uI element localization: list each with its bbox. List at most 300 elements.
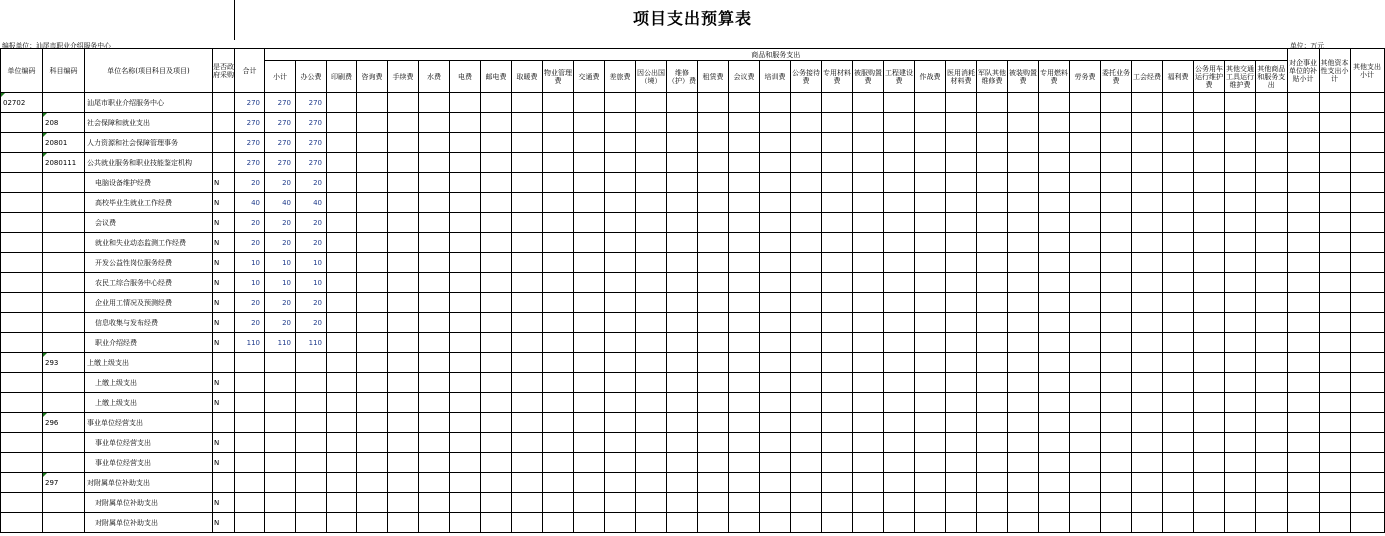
cell-name: 会议费 <box>85 213 213 233</box>
cell-empty <box>1287 213 1319 233</box>
cell-empty <box>1008 313 1039 333</box>
cell-empty <box>388 413 419 433</box>
cell-total <box>235 493 265 513</box>
cell-subject-code <box>43 433 85 453</box>
cell-empty <box>760 193 791 213</box>
cell-empty <box>1350 93 1384 113</box>
cell-subtotal: 270 <box>265 153 296 173</box>
cell-empty <box>915 493 946 513</box>
cell-empty <box>946 93 977 113</box>
cell-empty <box>884 273 915 293</box>
cell-empty <box>1163 253 1194 273</box>
cell-empty <box>667 113 698 133</box>
cell-office <box>296 353 327 373</box>
cell-empty <box>1350 353 1384 373</box>
header-goods-col: 被服购置费 <box>853 61 884 93</box>
cell-empty <box>419 173 450 193</box>
cell-unit-code <box>1 233 43 253</box>
cell-unit-code <box>1 153 43 173</box>
cell-empty <box>388 213 419 233</box>
cell-empty <box>543 433 574 453</box>
cell-empty <box>327 393 357 413</box>
cell-empty <box>729 173 760 193</box>
cell-empty <box>1319 373 1350 393</box>
cell-empty <box>605 213 636 233</box>
cell-empty <box>884 473 915 493</box>
cell-empty <box>636 413 667 433</box>
table-row <box>1 393 1385 413</box>
cell-empty <box>946 253 977 273</box>
cell-empty <box>884 113 915 133</box>
cell-unit-code <box>1 293 43 313</box>
cell-empty <box>1101 373 1132 393</box>
cell-empty <box>791 333 822 353</box>
cell-subject-code <box>43 373 85 393</box>
cell-empty <box>1070 133 1101 153</box>
cell-empty <box>977 193 1008 213</box>
cell-empty <box>1101 333 1132 353</box>
table-row <box>1 433 1385 453</box>
cell-total: 270 <box>235 93 265 113</box>
cell-empty <box>1194 233 1225 253</box>
table-row <box>1 253 1385 273</box>
cell-empty <box>1350 313 1384 333</box>
header-goods-col: 租赁费 <box>698 61 729 93</box>
cell-empty <box>915 213 946 233</box>
cell-empty <box>1287 473 1319 493</box>
cell-empty <box>1008 173 1039 193</box>
cell-empty <box>543 253 574 273</box>
cell-unit-code <box>1 393 43 413</box>
cell-empty <box>977 473 1008 493</box>
cell-subtotal <box>265 393 296 413</box>
cell-empty <box>636 93 667 113</box>
cell-empty <box>605 313 636 333</box>
cell-empty <box>1070 393 1101 413</box>
cell-empty <box>1070 373 1101 393</box>
cell-name: 上缴上级支出 <box>85 373 213 393</box>
cell-empty <box>481 453 512 473</box>
cell-empty <box>729 213 760 233</box>
cell-empty <box>1039 273 1070 293</box>
cell-empty <box>946 393 977 413</box>
cell-empty <box>388 173 419 193</box>
cell-empty <box>1070 413 1101 433</box>
table-row <box>1 133 1385 153</box>
cell-empty <box>636 513 667 533</box>
cell-empty <box>543 293 574 313</box>
cell-empty <box>1039 373 1070 393</box>
cell-empty <box>388 453 419 473</box>
header-goods-col: 交通费 <box>574 61 605 93</box>
cell-empty <box>1101 193 1132 213</box>
cell-empty <box>605 373 636 393</box>
cell-empty <box>1350 233 1384 253</box>
cell-empty <box>946 193 977 213</box>
cell-empty <box>853 353 884 373</box>
cell-empty <box>605 333 636 353</box>
cell-subject-code <box>43 213 85 233</box>
cell-office <box>296 513 327 533</box>
cell-empty <box>357 93 388 113</box>
cell-subtotal <box>265 453 296 473</box>
cell-empty <box>450 373 481 393</box>
cell-empty <box>1101 253 1132 273</box>
cell-empty <box>853 193 884 213</box>
cell-empty <box>667 233 698 253</box>
cell-empty <box>667 173 698 193</box>
cell-empty <box>822 133 853 153</box>
header-goods-col: 印刷费 <box>327 61 357 93</box>
cell-empty <box>1225 133 1256 153</box>
cell-empty <box>1008 93 1039 113</box>
cell-empty <box>419 313 450 333</box>
cell-empty <box>729 153 760 173</box>
cell-total: 110 <box>235 333 265 353</box>
cell-empty <box>636 233 667 253</box>
cell-empty <box>357 253 388 273</box>
cell-office: 270 <box>296 133 327 153</box>
cell-empty <box>698 473 729 493</box>
cell-empty <box>729 313 760 333</box>
cell-empty <box>977 433 1008 453</box>
cell-name: 事业单位经营支出 <box>85 433 213 453</box>
cell-empty <box>605 153 636 173</box>
table-row <box>1 513 1385 533</box>
cell-empty <box>512 93 543 113</box>
cell-empty <box>760 493 791 513</box>
cell-empty <box>605 293 636 313</box>
cell-empty <box>1070 513 1101 533</box>
cell-empty <box>1163 213 1194 233</box>
cell-empty <box>327 233 357 253</box>
cell-empty <box>1132 333 1163 353</box>
cell-empty <box>729 333 760 353</box>
cell-subtotal: 270 <box>265 93 296 113</box>
cell-empty <box>1163 493 1194 513</box>
cell-empty <box>1101 493 1132 513</box>
cell-empty <box>481 473 512 493</box>
cell-empty <box>636 393 667 413</box>
cell-empty <box>1287 493 1319 513</box>
cell-empty <box>667 273 698 293</box>
cell-subject-code <box>43 393 85 413</box>
cell-empty <box>605 273 636 293</box>
cell-empty <box>388 93 419 113</box>
cell-empty <box>1287 373 1319 393</box>
cell-subject-code <box>43 253 85 273</box>
cell-empty <box>729 513 760 533</box>
cell-empty <box>1287 413 1319 433</box>
cell-empty <box>1163 393 1194 413</box>
cell-empty <box>791 293 822 313</box>
header-goods-col: 手续费 <box>388 61 419 93</box>
cell-empty <box>481 413 512 433</box>
cell-empty <box>791 493 822 513</box>
cell-empty <box>327 153 357 173</box>
cell-empty <box>1319 493 1350 513</box>
cell-empty <box>977 273 1008 293</box>
header-total: 合计 <box>235 49 265 93</box>
cell-empty <box>822 233 853 253</box>
header-goods-col: 物业管理费 <box>543 61 574 93</box>
cell-name: 公共就业服务和职业技能鉴定机构 <box>85 153 213 173</box>
cell-empty <box>1256 273 1288 293</box>
cell-empty <box>357 373 388 393</box>
cell-name: 上缴上级支出 <box>85 393 213 413</box>
cell-empty <box>853 393 884 413</box>
cell-subject-code <box>43 93 85 113</box>
cell-empty <box>574 253 605 273</box>
cell-gov-purchase: N <box>213 293 235 313</box>
header-goods-col: 咨询费 <box>357 61 388 93</box>
cell-empty <box>946 473 977 493</box>
cell-empty <box>327 493 357 513</box>
cell-empty <box>1039 513 1070 533</box>
cell-empty <box>1350 113 1384 133</box>
cell-empty <box>667 373 698 393</box>
cell-empty <box>822 453 853 473</box>
cell-empty <box>1008 133 1039 153</box>
cell-empty <box>822 513 853 533</box>
cell-empty <box>636 273 667 293</box>
cell-empty <box>667 473 698 493</box>
cell-empty <box>636 473 667 493</box>
cell-empty <box>667 93 698 113</box>
cell-unit-code <box>1 433 43 453</box>
cell-empty <box>481 513 512 533</box>
header-unit-code: 单位编码 <box>1 49 43 93</box>
cell-empty <box>884 433 915 453</box>
cell-office: 20 <box>296 213 327 233</box>
cell-empty <box>543 93 574 113</box>
cell-empty <box>791 233 822 253</box>
cell-empty <box>388 513 419 533</box>
header-extra-2: 其他支出小计 <box>1350 49 1384 93</box>
cell-gov-purchase <box>213 353 235 373</box>
cell-empty <box>1132 233 1163 253</box>
cell-empty <box>1350 393 1384 413</box>
cell-empty <box>915 293 946 313</box>
cell-empty <box>1350 453 1384 473</box>
cell-empty <box>853 293 884 313</box>
cell-office: 20 <box>296 293 327 313</box>
cell-subject-code: 293 <box>43 353 85 373</box>
cell-empty <box>543 193 574 213</box>
cell-empty <box>791 253 822 273</box>
cell-empty <box>698 353 729 373</box>
cell-empty <box>1194 373 1225 393</box>
cell-empty <box>853 133 884 153</box>
cell-empty <box>915 513 946 533</box>
cell-empty <box>512 253 543 273</box>
cell-empty <box>884 453 915 473</box>
cell-gov-purchase <box>213 413 235 433</box>
cell-empty <box>636 173 667 193</box>
cell-empty <box>481 113 512 133</box>
cell-empty <box>977 233 1008 253</box>
cell-empty <box>1225 393 1256 413</box>
cell-empty <box>1319 173 1350 193</box>
header-goods-col: 因公出国（境） <box>636 61 667 93</box>
cell-empty <box>1319 233 1350 253</box>
cell-empty <box>388 353 419 373</box>
table-row <box>1 413 1385 433</box>
cell-empty <box>543 453 574 473</box>
cell-unit-code <box>1 333 43 353</box>
cell-subtotal: 270 <box>265 113 296 133</box>
cell-empty <box>1070 153 1101 173</box>
cell-empty <box>636 313 667 333</box>
cell-subtotal: 110 <box>265 333 296 353</box>
cell-empty <box>1132 373 1163 393</box>
cell-empty <box>1163 173 1194 193</box>
cell-empty <box>1256 513 1288 533</box>
cell-empty <box>481 493 512 513</box>
cell-empty <box>946 433 977 453</box>
cell-empty <box>388 253 419 273</box>
cell-empty <box>357 233 388 253</box>
cell-empty <box>915 473 946 493</box>
cell-empty <box>450 353 481 373</box>
cell-empty <box>853 93 884 113</box>
cell-empty <box>1070 233 1101 253</box>
cell-unit-code: 02702 <box>1 93 43 113</box>
cell-empty <box>1039 293 1070 313</box>
cell-name: 信息收集与发布经费 <box>85 313 213 333</box>
cell-empty <box>481 433 512 453</box>
header-goods-col: 取暖费 <box>512 61 543 93</box>
cell-empty <box>419 373 450 393</box>
cell-empty <box>636 293 667 313</box>
cell-office <box>296 473 327 493</box>
cell-empty <box>357 413 388 433</box>
cell-empty <box>1194 473 1225 493</box>
cell-empty <box>1039 133 1070 153</box>
cell-empty <box>884 393 915 413</box>
cell-empty <box>574 373 605 393</box>
cell-empty <box>1039 173 1070 193</box>
cell-total: 270 <box>235 153 265 173</box>
cell-empty <box>977 93 1008 113</box>
cell-empty <box>1256 313 1288 333</box>
cell-empty <box>884 373 915 393</box>
cell-empty <box>822 413 853 433</box>
cell-empty <box>1101 153 1132 173</box>
cell-empty <box>791 373 822 393</box>
cell-gov-purchase: N <box>213 513 235 533</box>
cell-empty <box>946 213 977 233</box>
cell-empty <box>1163 433 1194 453</box>
cell-empty <box>327 93 357 113</box>
cell-empty <box>760 93 791 113</box>
table-row <box>1 173 1385 193</box>
cell-empty <box>1101 473 1132 493</box>
cell-empty <box>791 193 822 213</box>
cell-empty <box>327 473 357 493</box>
cell-empty <box>1163 93 1194 113</box>
cell-empty <box>853 493 884 513</box>
cell-empty <box>1070 493 1101 513</box>
cell-empty <box>667 513 698 533</box>
cell-empty <box>419 513 450 533</box>
cell-empty <box>915 173 946 193</box>
cell-empty <box>388 153 419 173</box>
cell-empty <box>357 113 388 133</box>
cell-gov-purchase: N <box>213 333 235 353</box>
cell-empty <box>1350 153 1384 173</box>
cell-subtotal <box>265 513 296 533</box>
cell-empty <box>636 433 667 453</box>
cell-empty <box>1225 413 1256 433</box>
cell-empty <box>543 213 574 233</box>
cell-empty <box>853 113 884 133</box>
cell-empty <box>1256 193 1288 213</box>
cell-empty <box>605 193 636 213</box>
cell-empty <box>512 113 543 133</box>
cell-empty <box>1039 473 1070 493</box>
cell-empty <box>512 293 543 313</box>
cell-empty <box>636 253 667 273</box>
cell-empty <box>636 353 667 373</box>
cell-empty <box>946 233 977 253</box>
cell-empty <box>1070 293 1101 313</box>
cell-gov-purchase: N <box>213 313 235 333</box>
cell-gov-purchase: N <box>213 373 235 393</box>
cell-empty <box>760 173 791 193</box>
cell-empty <box>698 233 729 253</box>
cell-empty <box>1256 113 1288 133</box>
cell-empty <box>481 213 512 233</box>
cell-empty <box>1008 293 1039 313</box>
cell-empty <box>946 133 977 153</box>
cell-empty <box>1319 193 1350 213</box>
cell-empty <box>977 373 1008 393</box>
cell-empty <box>481 393 512 413</box>
cell-office: 270 <box>296 93 327 113</box>
cell-empty <box>1194 113 1225 133</box>
cell-unit-code <box>1 373 43 393</box>
cell-empty <box>1225 473 1256 493</box>
header-goods-col: 公务接待费 <box>791 61 822 93</box>
cell-empty <box>698 493 729 513</box>
cell-empty <box>419 193 450 213</box>
cell-empty <box>1319 213 1350 233</box>
cell-empty <box>357 133 388 153</box>
cell-empty <box>946 113 977 133</box>
unit-label: 单位：万元 <box>1290 41 1324 50</box>
cell-empty <box>853 313 884 333</box>
header-gov-purchase: 是否政府采购 <box>213 49 235 93</box>
cell-empty <box>1039 153 1070 173</box>
cell-empty <box>884 173 915 193</box>
cell-empty <box>698 433 729 453</box>
cell-empty <box>1039 413 1070 433</box>
cell-office <box>296 433 327 453</box>
cell-gov-purchase <box>213 133 235 153</box>
cell-empty <box>760 513 791 533</box>
cell-empty <box>450 233 481 253</box>
cell-empty <box>1319 293 1350 313</box>
cell-empty <box>543 353 574 373</box>
cell-empty <box>512 213 543 233</box>
cell-empty <box>574 233 605 253</box>
cell-empty <box>1039 253 1070 273</box>
header-goods-col: 电费 <box>450 61 481 93</box>
header-goods-col: 公务用车运行维护费 <box>1194 61 1225 93</box>
cell-empty <box>791 93 822 113</box>
cell-empty <box>481 273 512 293</box>
